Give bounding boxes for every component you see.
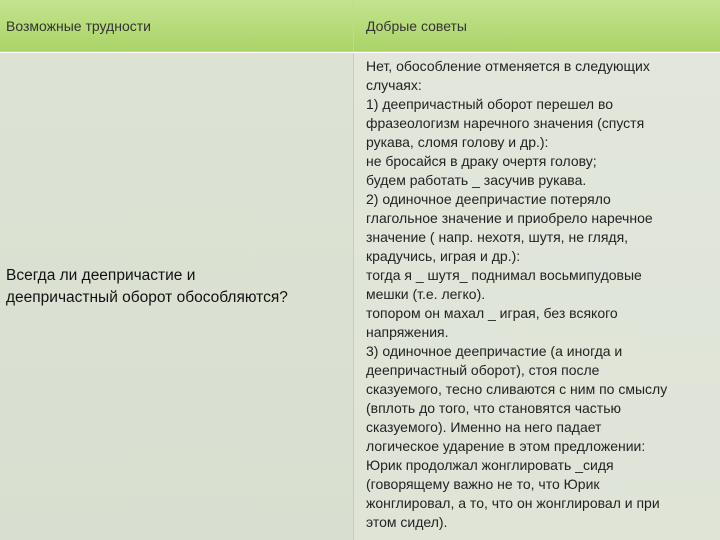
- advice-line: логическое ударение в этом предложении:: [366, 438, 646, 454]
- advice-line: глагольное значение и приобрело наречное: [366, 210, 653, 226]
- advice-line: Нет, обособление отменяется в следующих: [366, 58, 650, 74]
- difficulty-cell: [0, 53, 354, 540]
- advice-line: рукава, сломя голову и др.):: [366, 134, 549, 150]
- advice-line: 2) одиночное деепричастие потеряло: [366, 191, 611, 207]
- advice-line: не бросайся в драку очертя голову;: [366, 153, 597, 169]
- advice-line: сказуемого, тесно сливаются с ним по смыслу: [366, 381, 668, 397]
- advice-line: напряжения.: [366, 324, 449, 340]
- advice-line: крадучись, играя и др.):: [366, 248, 521, 264]
- advice-line: фразеологизм наречного значения (спустя: [366, 115, 645, 131]
- advice-cell: [354, 53, 720, 540]
- advice-line: 3) одиночное деепричастие (а иногда и: [366, 343, 623, 359]
- advice-line: этом сидел).: [366, 514, 448, 530]
- table-header-row: [0, 0, 720, 52]
- advice-line: сказуемого). Именно на него падает: [366, 419, 602, 435]
- header-advice: Добрые советы: [354, 0, 720, 52]
- table-row: [0, 53, 720, 540]
- question-text: [6, 265, 288, 309]
- advice-line: (говорящему важно не то, что Юрик: [366, 476, 600, 492]
- advice-line: топором он махал _ играя, без всякого: [366, 305, 618, 321]
- advice-line: будем работать _ засучив рукава.: [366, 172, 587, 188]
- advice-line: мешки (т.е. легко).: [366, 286, 486, 302]
- advice-line: (вплоть до того, что становятся частью: [366, 400, 621, 416]
- question-line: деепричастный оборот обособляются?: [6, 288, 288, 306]
- advice-line: тогда я _ шутя_ поднимал восьмипудовые: [366, 267, 642, 283]
- question-line: Всегда ли деепричастие и: [6, 266, 196, 284]
- advice-line: значение ( напр. нехотя, шутя, не глядя,: [366, 229, 629, 245]
- header-difficulties: Возможные трудности: [0, 0, 354, 52]
- advice-line: случаях:: [366, 77, 422, 93]
- advice-line: Юрик продолжал жонглировать _сидя: [366, 457, 614, 473]
- advice-line: жонглировал, а то, что он жонглировал и при: [366, 495, 660, 511]
- advice-line: 1) деепричастный оборот перешел во: [366, 96, 614, 112]
- advice-line: деепричастный оборот), стоя после: [366, 362, 600, 378]
